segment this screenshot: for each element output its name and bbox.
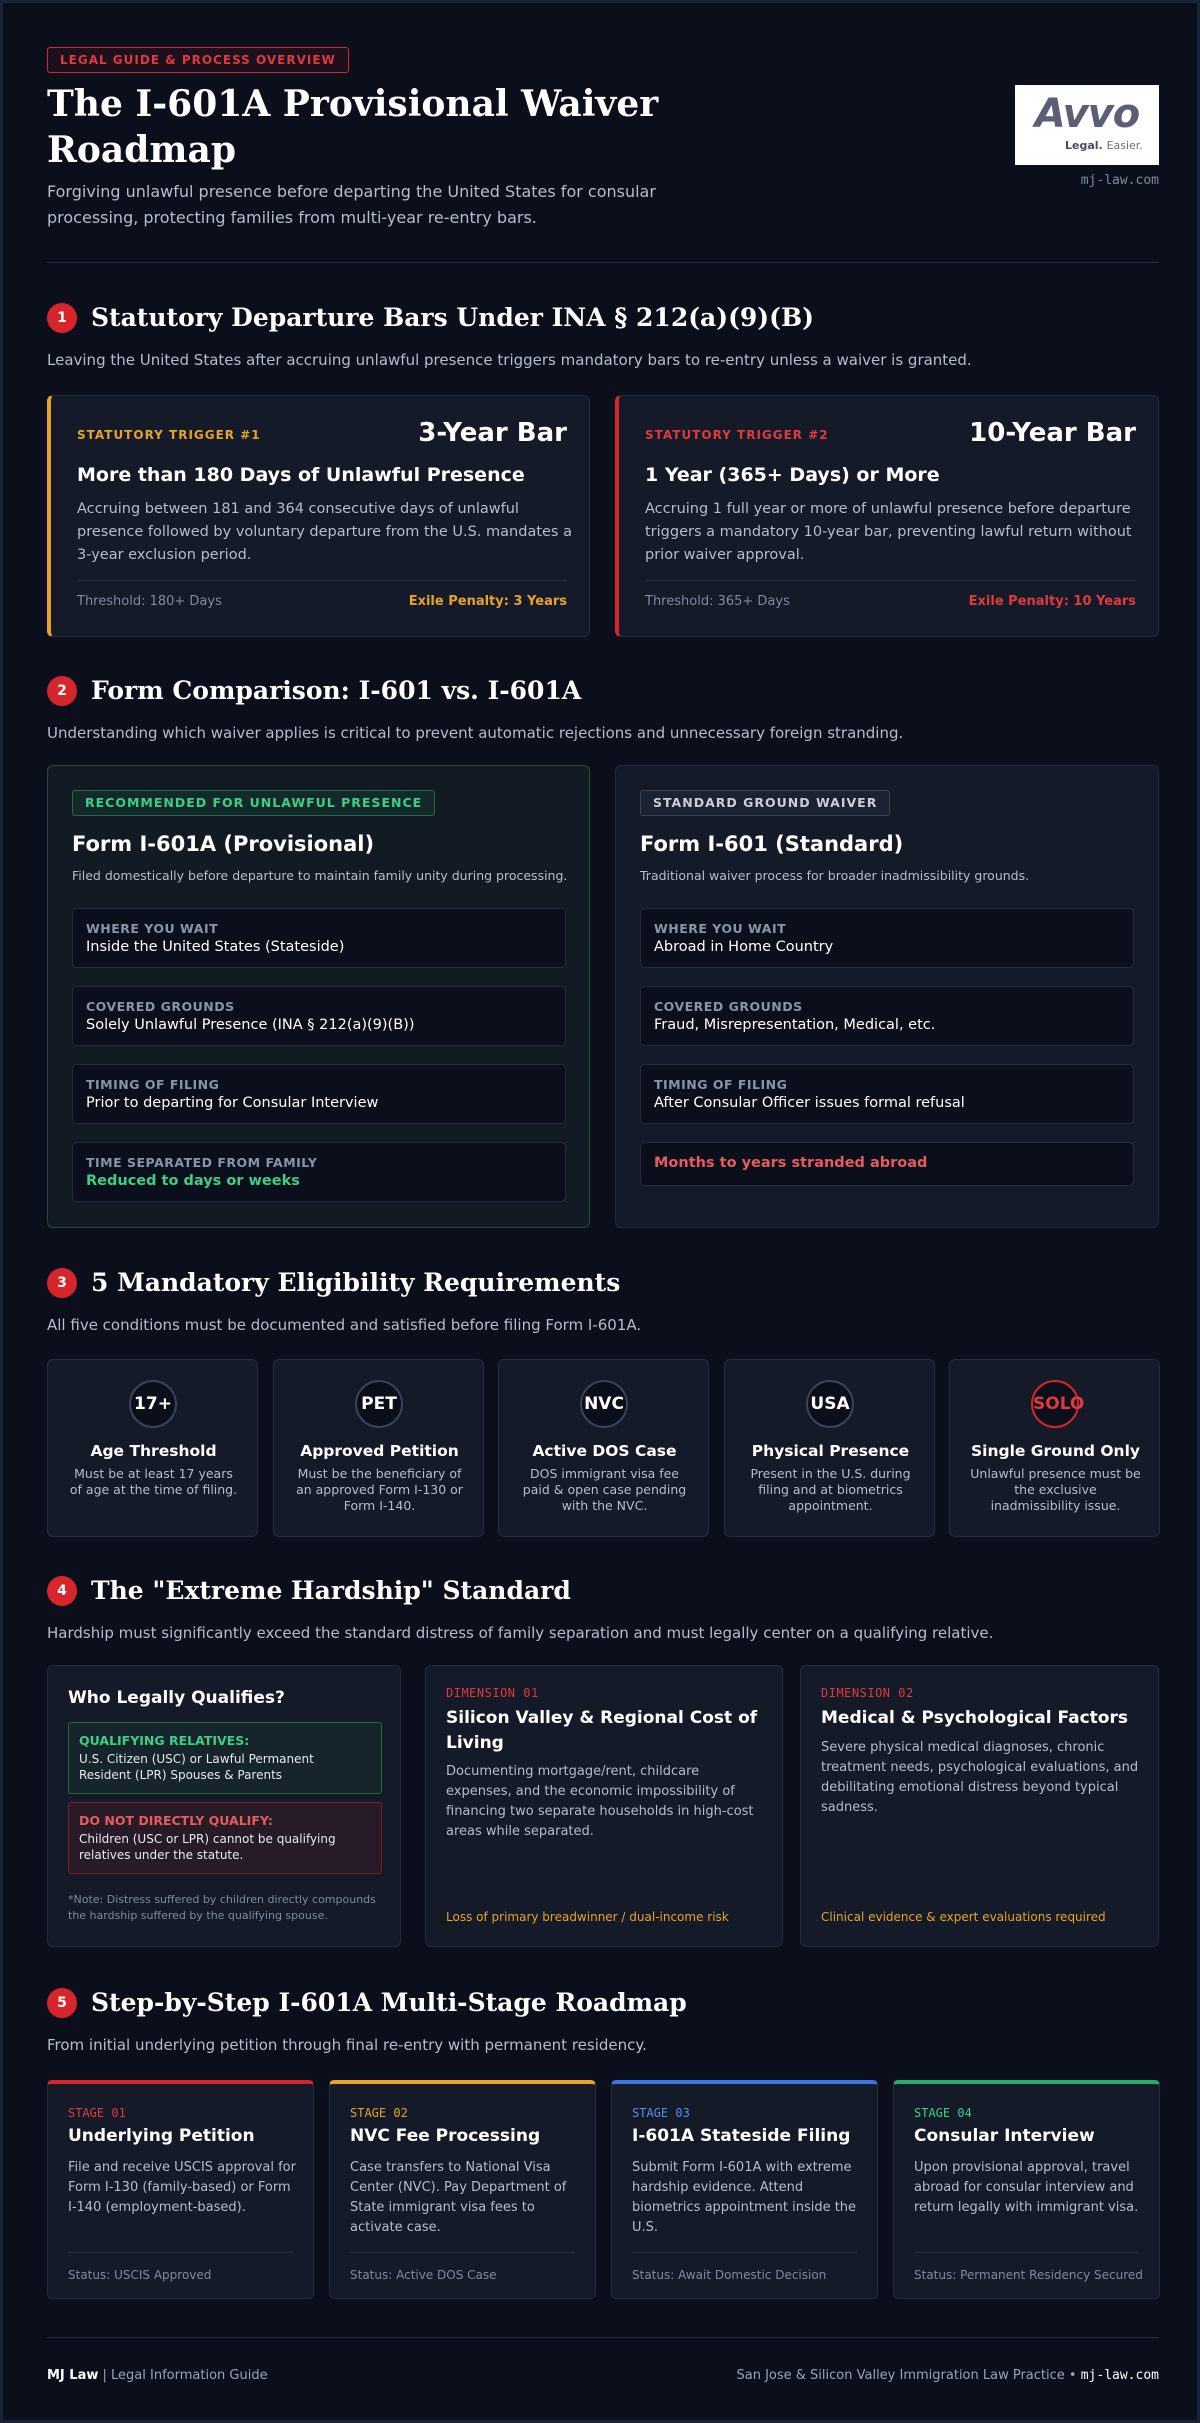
stage-02-card: [329, 2080, 596, 2299]
stage-title: NVC Fee Processing: [350, 2126, 541, 2146]
footer: [47, 2337, 1159, 2383]
guide-tag: LEGAL GUIDE & PROCESS OVERVIEW: [47, 47, 349, 73]
stage-status: Status: Permanent Residency Secured: [914, 2268, 1143, 2282]
dimension-title: Medical & Psychological Factors: [821, 1708, 1128, 1728]
stage-title: Underlying Petition: [68, 2126, 255, 2146]
page-subtitle: Forgiving unlawful presence before departing the United States for consular processing, protecting families from multi-year re-entry bars.: [47, 182, 656, 227]
stage-label: STAGE 03: [632, 2106, 690, 2120]
section-number: 5: [47, 1988, 77, 2018]
penalty: Exile Penalty: 10 Years: [968, 594, 1136, 609]
who-qualifies-card: [47, 1665, 401, 1947]
form-title: Form I-601 (Standard): [640, 832, 904, 856]
dimension-title: Silicon Valley & Regional Cost of Living: [446, 1708, 758, 1753]
trigger-label: STATUTORY TRIGGER #2: [645, 428, 829, 442]
requirement-description: Present in the U.S. during filing and at biometrics appointment.: [750, 1466, 911, 1513]
requirement-single-ground: [949, 1359, 1160, 1537]
requirement-description: DOS immigrant visa fee paid & open case pending with the NVC.: [522, 1466, 687, 1513]
requirement-petition: [273, 1359, 484, 1537]
requirement-description: Must be the beneficiary of an approved Form I-130 or Form I-140.: [296, 1466, 463, 1513]
dimension-body: Severe physical medical diagnoses, chronic treatment needs, psychological evaluations, and debilitating emotional distress beyond typical sadness.: [821, 1740, 1139, 1815]
divider: [914, 2252, 1139, 2253]
solo-badge-icon: SOLO: [1031, 1380, 1079, 1428]
dimension-label: DIMENSION 02: [821, 1686, 914, 1700]
usa-badge-icon: USA: [806, 1380, 854, 1428]
threshold: Threshold: 365+ Days: [645, 594, 790, 609]
section-title: Step-by-Step I-601A Multi-Stage Roadmap: [91, 1988, 687, 2017]
stage-body: Case transfers to National Visa Center (NVC). Pay Department of State immigrant visa fees to activate case.: [350, 2160, 567, 2235]
section-number: 4: [47, 1576, 77, 1606]
ten-year-bar-card: [615, 395, 1159, 637]
not-qualifying-box: DO NOT DIRECTLY QUALIFY: Children (USC or LPR) cannot be qualifying relatives under the statute.: [68, 1802, 382, 1874]
stage-body: Upon provisional approval, travel abroad for consular interview and return legally with immigrant visa.: [914, 2160, 1139, 2215]
requirement-presence: [724, 1359, 935, 1537]
stage-03-card: [611, 2080, 878, 2299]
section-title: Statutory Departure Bars Under INA § 212(a)(9)(B): [91, 303, 814, 332]
section-description: Understanding which waiver applies is critical to prevent automatic rejections and unnecessary foreign stranding.: [47, 724, 904, 742]
dimension-body: Documenting mortgage/rent, childcare expenses, and the economic impossibility of financing two separate households in high-cost areas while separated.: [446, 1764, 754, 1839]
hardship-dimension-medical: [800, 1665, 1159, 1947]
footer-site-link[interactable]: mj-law.com: [1080, 2368, 1159, 2383]
footer-practice: San Jose & Silicon Valley Immigration Law Practice • mj-law.com: [736, 2368, 1159, 2383]
stage-label: STAGE 04: [914, 2106, 972, 2120]
stranded-alert-row: Months to years stranded abroad: [640, 1142, 1134, 1186]
stage-label: STAGE 02: [350, 2106, 408, 2120]
where-you-wait-row: WHERE YOU WAIT Inside the United States (Stateside): [72, 908, 566, 968]
time-separated-row: TIME SEPARATED FROM FAMILY Reduced to days or weeks: [72, 1142, 566, 1202]
page-title: The I-601A Provisional Waiver Roadmap: [47, 83, 659, 171]
stage-body: Submit Form I-601A with extreme hardship evidence. Attend biometrics appointment inside the U.S.: [632, 2160, 857, 2235]
requirement-description: Must be at least 17 years of age at the time of filing.: [69, 1466, 238, 1497]
hardship-note: *Note: Distress suffered by children directly compounds the hardship suffered by the qualifying spouse.: [68, 1893, 376, 1922]
stage-status: Status: Active DOS Case: [350, 2268, 497, 2282]
bar-title: 3-Year Bar: [418, 418, 567, 448]
hardship-dimension-cost: [425, 1665, 783, 1947]
section-number: 3: [47, 1268, 77, 1298]
nvc-badge-icon: NVC: [580, 1380, 628, 1428]
avvo-logo[interactable]: [1015, 85, 1159, 165]
divider: [632, 2252, 857, 2253]
bar-title: 10-Year Bar: [969, 418, 1136, 448]
form-title: Form I-601A (Provisional): [72, 832, 375, 856]
section-title: 5 Mandatory Eligibility Requirements: [91, 1268, 621, 1297]
penalty: Exile Penalty: 3 Years: [408, 594, 567, 609]
section-title: Form Comparison: I-601 vs. I-601A: [91, 676, 582, 705]
timing-row: TIMING OF FILING Prior to departing for Consular Interview: [72, 1064, 566, 1124]
covered-grounds-row: COVERED GROUNDS Solely Unlawful Presence (INA § 212(a)(9)(B)): [72, 986, 566, 1046]
dimension-note: Loss of primary breadwinner / dual-income risk: [446, 1910, 729, 1924]
section-description: Hardship must significantly exceed the standard distress of family separation and must legally center on a qualifying relative.: [47, 1624, 994, 1642]
requirement-dos-case: [498, 1359, 709, 1537]
dimension-note: Clinical evidence & expert evaluations required: [821, 1910, 1106, 1924]
petition-badge-icon: PET: [355, 1380, 403, 1428]
stage-body: File and receive USCIS approval for Form I-130 (family-based) or Form I-140 (employment-based).: [68, 2160, 296, 2215]
section-description: From initial underlying petition through final re-entry with permanent residency.: [47, 2036, 647, 2054]
stage-01-card: [47, 2080, 314, 2299]
timing-row: TIMING OF FILING After Consular Officer issues formal refusal: [640, 1064, 1134, 1124]
section-title: The "Extreme Hardship" Standard: [91, 1576, 571, 1605]
divider: [350, 2252, 575, 2253]
bar-heading: More than 180 Days of Unlawful Presence: [77, 464, 525, 486]
requirement-title: Approved Petition: [300, 1442, 459, 1460]
form-subtitle: Filed domestically before departure to maintain family unity during processing.: [72, 868, 568, 883]
divider: [77, 580, 567, 581]
stage-label: STAGE 01: [68, 2106, 126, 2120]
logo-tagline: Legal. Easier.: [1065, 139, 1143, 152]
divider: [68, 2252, 293, 2253]
section-description: All five conditions must be documented and satisfied before filing Form I-601A.: [47, 1316, 642, 1334]
stage-title: I-601A Stateside Filing: [632, 2126, 851, 2146]
three-year-bar-card: [47, 395, 590, 637]
form-i601a-card: [47, 765, 590, 1228]
requirement-title: Single Ground Only: [970, 1442, 1141, 1460]
stage-status: Status: Await Domestic Decision: [632, 2268, 827, 2282]
age-badge-icon: 17+: [129, 1380, 177, 1428]
trigger-label: STATUTORY TRIGGER #1: [77, 428, 261, 442]
requirement-description: Unlawful presence must be the exclusive inadmissibility issue.: [970, 1466, 1141, 1513]
requirement-title: Active DOS Case: [532, 1442, 677, 1460]
form-subtitle: Traditional waiver process for broader inadmissibility grounds.: [640, 868, 1030, 883]
footer-brand: MJ Law | Legal Information Guide: [47, 2368, 268, 2383]
form-i601-card: [615, 765, 1159, 1228]
bar-body: Accruing between 181 and 364 consecutive days of unlawful presence followed by voluntary departure from the U.S. mandates a 3-year exclusion period.: [77, 501, 572, 563]
bar-heading: 1 Year (365+ Days) or More: [645, 464, 940, 486]
stage-04-card: [893, 2080, 1160, 2299]
standard-badge: STANDARD GROUND WAIVER: [640, 790, 890, 816]
recommended-badge: RECOMMENDED FOR UNLAWFUL PRESENCE: [72, 790, 435, 816]
logo-wordmark: Avvo: [1034, 91, 1140, 137]
covered-grounds-row: COVERED GROUNDS Fraud, Misrepresentation, Medical, etc.: [640, 986, 1134, 1046]
divider: [645, 580, 1136, 581]
threshold: Threshold: 180+ Days: [77, 594, 222, 609]
section-number: 1: [47, 303, 77, 333]
requirement-title: Age Threshold: [90, 1442, 217, 1460]
where-you-wait-row: WHERE YOU WAIT Abroad in Home Country: [640, 908, 1134, 968]
section-description: Leaving the United States after accruing unlawful presence triggers mandatory bars to re-entry unless a waiver is granted.: [47, 351, 972, 369]
bar-body: Accruing 1 full year or more of unlawful presence before departure triggers a mandatory 10-year bar, preventing lawful return without prior waiver approval.: [645, 501, 1132, 563]
qualifying-relatives-box: QUALIFYING RELATIVES: U.S. Citizen (USC) or Lawful Permanent Resident (LPR) Spouses & Parents: [68, 1722, 382, 1794]
stage-title: Consular Interview: [914, 2126, 1095, 2146]
site-link[interactable]: mj-law.com: [1080, 173, 1159, 188]
dimension-label: DIMENSION 01: [446, 1686, 539, 1700]
requirement-title: Physical Presence: [751, 1442, 910, 1460]
requirement-age: [47, 1359, 258, 1537]
who-qualifies-title: Who Legally Qualifies?: [68, 1688, 285, 1708]
section-number: 2: [47, 676, 77, 706]
header: [47, 47, 1159, 263]
stage-status: Status: USCIS Approved: [68, 2268, 212, 2282]
